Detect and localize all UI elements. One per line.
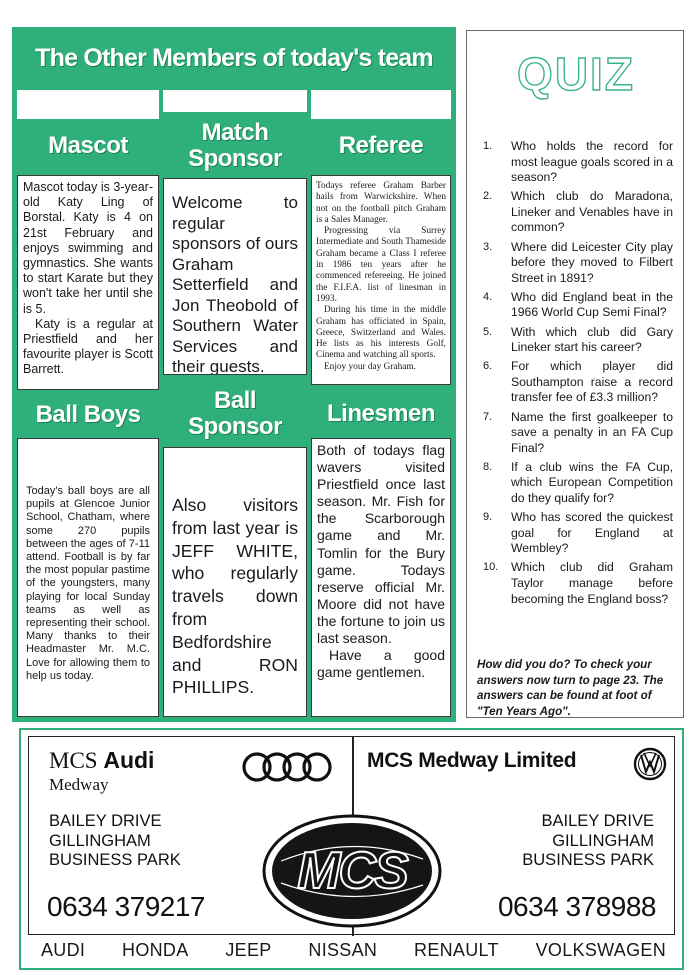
quiz-question-text: With which club did Gary Lineker start his career? [511,324,673,355]
mascot-box [17,175,159,390]
linesmen-paragraph: Have a good game gentlemen. [317,647,445,681]
ball-sponsor-heading-line1: Ball [213,387,256,414]
ball-boys-heading [17,393,159,437]
quiz-question [483,240,673,287]
referee-paragraph: Progressing via Surrey Intermediate and South Thameside Graham became a Class I referee in 1986 ten years after he commenced refereeing. He joined the F.I.F.A. list of linesman in 1993. [316,226,446,304]
quiz-question [483,189,673,236]
car-make: RENAULT [414,940,499,960]
team-banner-title: The Other Members of today's team [35,43,433,72]
volkswagen-logo-icon [633,747,667,781]
strip-center [163,90,307,112]
advert-frame [28,736,675,935]
audi-dealer-name [49,747,154,774]
ball-sponsor-text: Also visitors from last year is JEFF WHITE, who regularly travels down from Bedfordshire and RON PHILLIPS. [172,495,298,698]
audi-address-line: BAILEY DRIVE [49,812,162,830]
medway-phone: 0634 378988 [497,891,656,922]
quiz-question-text: For which player did Southampton raise a record transfer fee of £3.3 million? [511,359,673,405]
quiz-question-number: 6. [483,360,493,373]
linesmen-heading-text: Linesmen [326,400,436,427]
mascot-heading [17,122,159,170]
quiz-question-number: 8. [483,460,493,473]
quiz-question-text: If a club wins the FA Cup, which European Competition do they qualify for? [511,459,673,505]
quiz-question-text: Which club do Maradona, Lineker and Venables have in common? [511,189,673,235]
audi-address [49,812,181,871]
mascot-paragraph: Katy is a regular at Priestfield and her favourite player is Scott Barrett. [23,316,153,377]
car-make: NISSAN [308,940,378,960]
strip-left [17,90,159,119]
quiz-question [483,510,673,557]
quiz-footer: How did you do? To check your answers now turn to page 23. The answers can be found at foot of "Ten Years Ago". [477,658,664,718]
audi-phone: 0634 379217 [47,891,206,922]
team-section [12,27,456,722]
car-make: VOLKSWAGEN [535,940,666,960]
match-sponsor-heading-line1: Match [201,119,269,146]
quiz-question [483,460,673,507]
team-banner [12,27,456,89]
audi-address-line: BUSINESS PARK [49,851,181,869]
quiz-question-number: 4. [483,290,493,303]
mcs-advert [19,728,684,970]
referee-heading-text: Referee [338,132,424,159]
referee-paragraph: During his time in the middle Graham has officiated in Spain, Greece, Switzerland and Wales. He lists as his interests Golf, Cinema and watching all sports. [316,305,446,361]
linesmen-heading [311,393,451,435]
match-sponsor-heading [163,117,307,175]
quiz-question [483,290,673,321]
audi-dealer-prefix: MCS [49,748,98,773]
referee-paragraph: Todays referee Graham Barber hails from Warwickshire. When not on the football pitch Graham is a Sales Manager. [316,181,446,225]
audi-dealer-brand: Audi [103,747,155,773]
quiz-question [483,560,673,607]
car-makes-list [41,940,666,961]
ball-boys-heading-text: Ball Boys [35,401,141,428]
quiz-question-list [483,139,673,611]
quiz-panel [466,30,684,718]
mcs-logo-text: MCS [297,842,407,900]
quiz-question-number: 5. [483,325,493,338]
medway-address [522,812,654,871]
match-sponsor-heading-line2: Sponsor [188,145,282,172]
referee-paragraph: Enjoy your day Graham. [324,361,416,372]
ball-sponsor-heading [163,384,307,444]
match-sponsor-box [163,178,307,375]
ball-boys-box [17,438,159,717]
medway-address-line: BUSINESS PARK [522,851,654,869]
ball-sponsor-box [163,447,307,717]
quiz-question-text: Name the first goalkeeper to save a penalty in an FA Cup Final? [511,409,673,455]
medway-address-line: BAILEY DRIVE [541,812,654,830]
quiz-question-number: 7. [483,410,493,423]
audi-address-line: GILLINGHAM [49,831,151,850]
quiz-question [483,139,673,186]
linesmen-paragraph: Both of todays flag wavers visited Priestfield once last season. Mr. Fish for the Scarborough game and Mr. Tomlin for the Bury game. Todays reserve official Mr. Moore did not have the fortune to join us last season. [317,442,445,647]
quiz-question-number: 10. [483,561,499,574]
car-make: HONDA [122,940,189,960]
quiz-question [483,359,673,406]
medway-address-line: GILLINGHAM [552,831,654,850]
quiz-question-text: Which club did Graham Taylor manage before becoming the England boss? [511,560,673,606]
car-make: JEEP [225,940,272,960]
quiz-question-text: Who holds the record for most league goals scored in a season? [511,139,673,185]
linesmen-box [311,438,451,717]
quiz-question-number: 3. [483,240,493,253]
quiz-question-number: 1. [483,140,493,152]
match-sponsor-text: Welcome to regular sponsors of ours Graham Setterfield and Jon Theobold of Southern Water Services and their guests. [172,193,298,375]
strip-right [311,90,451,119]
car-make: AUDI [41,940,86,960]
mcs-oval-logo [261,813,443,929]
audi-rings-icon [240,751,336,783]
quiz-question-text: Where did Leicester City play before they moved to Filbert Street in 1891? [511,239,673,285]
quiz-title: QUIZ [517,48,635,100]
quiz-question-text: Who did England beat in the 1966 World Cup Semi Final? [511,289,673,320]
medway-dealer-name: MCS Medway Limited [367,749,577,772]
referee-heading [311,122,451,170]
mascot-paragraph: Mascot today is 3-year-old Katy Ling of Borstal. Katy is 4 on 21st February and enjoys swimming and gymnastics. She wants to start Karate but they won't take her until she is 5. [23,180,153,316]
quiz-question-number: 9. [483,511,493,524]
quiz-question-text: Who has scored the quickest goal for England at Wembley? [511,510,673,556]
ball-boys-text: Today's ball boys are all pupils at Glencoe Junior School, Chatham, where some 270 pupils between the ages of 7-11 attend. Football is by far the most popular pastime of the youngsters, many playing for local Sunday teams as well as representing their school. Many thanks to their Headmaster Mr. M.C. Love for allowing them to help us today. [26,485,150,682]
quiz-question-number: 2. [483,190,493,203]
quiz-question [483,410,673,457]
audi-dealer-location: Medway [49,775,109,794]
quiz-question [483,325,673,356]
referee-box [311,175,451,385]
ball-sponsor-heading-line2: Sponsor [188,413,282,440]
mascot-heading-text: Mascot [48,132,128,159]
